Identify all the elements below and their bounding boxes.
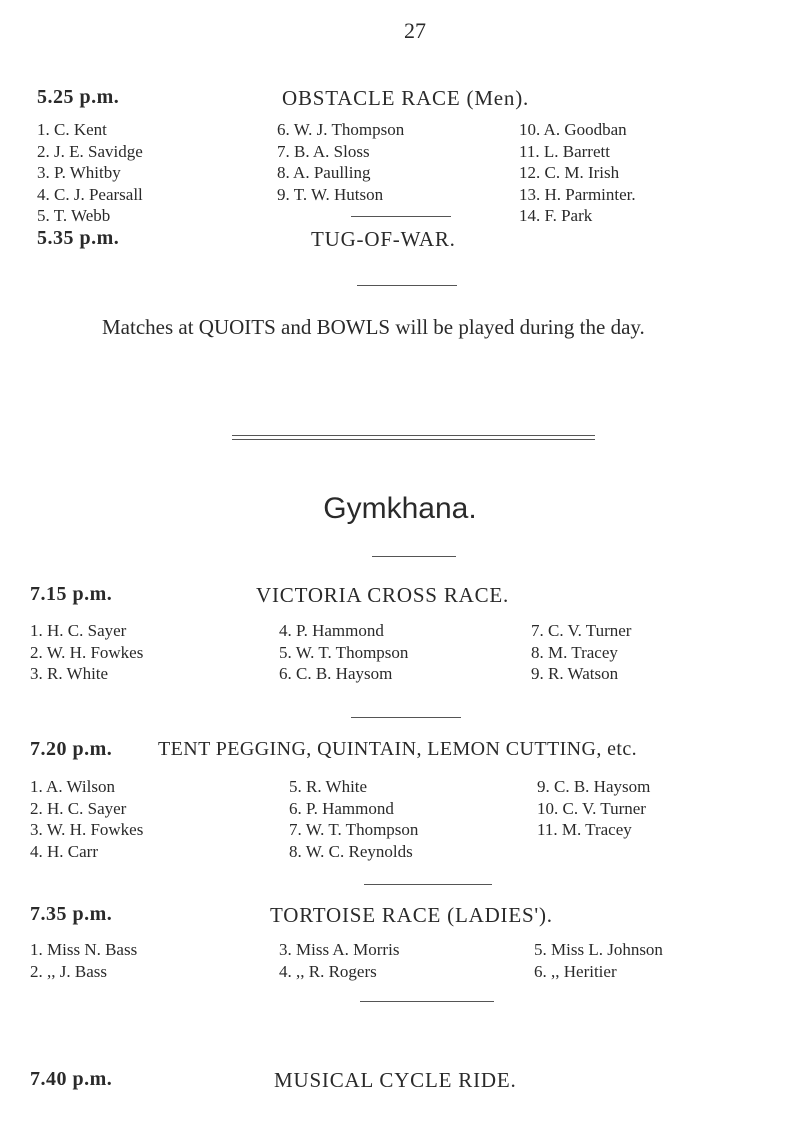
entrant: 4. H. Carr — [30, 841, 98, 861]
entrant: 4. P. Hammond — [279, 621, 384, 640]
event-time: 7.40 p.m. — [30, 1068, 113, 1090]
entrant-column — [537, 776, 650, 841]
entrant: 1. A. Wilson — [30, 777, 115, 796]
divider-double-bottom — [232, 439, 595, 440]
entrant-column — [289, 776, 418, 862]
event-title: OBSTACLE RACE (Men). — [282, 86, 530, 110]
entrant: 8. W. C. Reynolds — [289, 841, 413, 861]
entrant-column — [531, 620, 631, 685]
entrant: 11. L. Barrett — [519, 141, 610, 161]
event-time: 7.15 p.m. — [30, 583, 113, 605]
entrant-column — [30, 620, 143, 685]
entrant: 4. C. J. Pearsall — [37, 184, 143, 204]
event-title: MUSICAL CYCLE RIDE. — [274, 1068, 517, 1092]
entrant: 2. H. C. Sayer — [30, 798, 127, 818]
entrant: 6. ,, Heritier — [534, 961, 617, 981]
entrant: 7. W. T. Thompson — [289, 820, 419, 839]
entrant: 5. R. White — [289, 777, 368, 796]
entrant: 9. C. B. Haysom — [537, 777, 651, 796]
divider — [372, 556, 456, 557]
event-time: 5.35 p.m. — [37, 227, 120, 249]
entrant: 3. P. Whitby — [37, 163, 121, 182]
entrant: 1. Miss N. Bass — [30, 940, 138, 959]
entrant: 11. M. Tracey — [537, 820, 632, 839]
entrant: 7. B. A. Sloss — [277, 141, 370, 161]
divider — [351, 216, 451, 217]
entrant: 12. C. M. Irish — [519, 163, 620, 182]
page-number: 27 — [404, 18, 426, 43]
entrant: 7. C. V. Turner — [531, 621, 632, 640]
entrant-column — [279, 939, 399, 982]
event-time: 5.25 p.m. — [37, 86, 120, 108]
entrant: 5. Miss L. Johnson — [534, 940, 663, 959]
entrant: 3. R. White — [30, 664, 109, 683]
entrant: 6. C. B. Haysom — [279, 664, 393, 683]
entrant: 2. ,, J. Bass — [30, 961, 107, 981]
entrant: 1. C. Kent — [37, 120, 107, 139]
divider-double-top — [232, 435, 595, 436]
event-time: 7.20 p.m. — [30, 738, 113, 760]
entrant: 3. W. H. Fowkes — [30, 820, 144, 839]
entrant: 5. T. Webb — [37, 206, 111, 225]
entrant: 6. W. J. Thompson — [277, 120, 405, 139]
entrant: 10. C. V. Turner — [537, 798, 646, 818]
entrant: 3. Miss A. Morris — [279, 940, 400, 959]
entrant-column — [534, 939, 663, 982]
entrant: 9. T. W. Hutson — [277, 184, 384, 204]
entrant: 8. M. Tracey — [531, 642, 618, 662]
divider — [357, 285, 457, 286]
event-title: TUG-OF-WAR. — [311, 227, 456, 251]
entrant-column — [30, 939, 137, 982]
divider — [360, 1001, 494, 1002]
entrant: 2. J. E. Savidge — [37, 141, 143, 161]
entrant: 10. A. Goodban — [519, 120, 627, 139]
entrant: 2. W. H. Fowkes — [30, 642, 144, 662]
entrant: 6. P. Hammond — [289, 798, 394, 818]
event-title: TENT PEGGING, QUINTAIN, LEMON CUTTING, etc. — [158, 738, 638, 760]
divider — [351, 717, 461, 718]
entrant-column — [279, 620, 408, 685]
gymkhana-heading: Gymkhana. — [323, 492, 477, 525]
entrant-column — [30, 776, 143, 862]
entrant: 8. A. Paulling — [277, 163, 371, 182]
event-time: 7.35 p.m. — [30, 903, 113, 925]
divider — [364, 884, 492, 885]
entrant: 4. ,, R. Rogers — [279, 961, 377, 981]
event-title: TORTOISE RACE (LADIES'). — [270, 903, 553, 927]
entrant-column — [277, 119, 404, 205]
event-title: VICTORIA CROSS RACE. — [256, 583, 510, 607]
entrant: 9. R. Watson — [531, 664, 619, 683]
entrant-column — [37, 119, 143, 227]
entrant: 1. H. C. Sayer — [30, 621, 127, 640]
entrant: 14. F. Park — [519, 206, 593, 225]
entrant-column — [519, 119, 636, 227]
matches-note: Matches at QUOITS and BOWLS will be played during the day. — [102, 315, 645, 339]
entrant: 13. H. Parminter. — [519, 184, 636, 204]
entrant: 5. W. T. Thompson — [279, 642, 409, 662]
